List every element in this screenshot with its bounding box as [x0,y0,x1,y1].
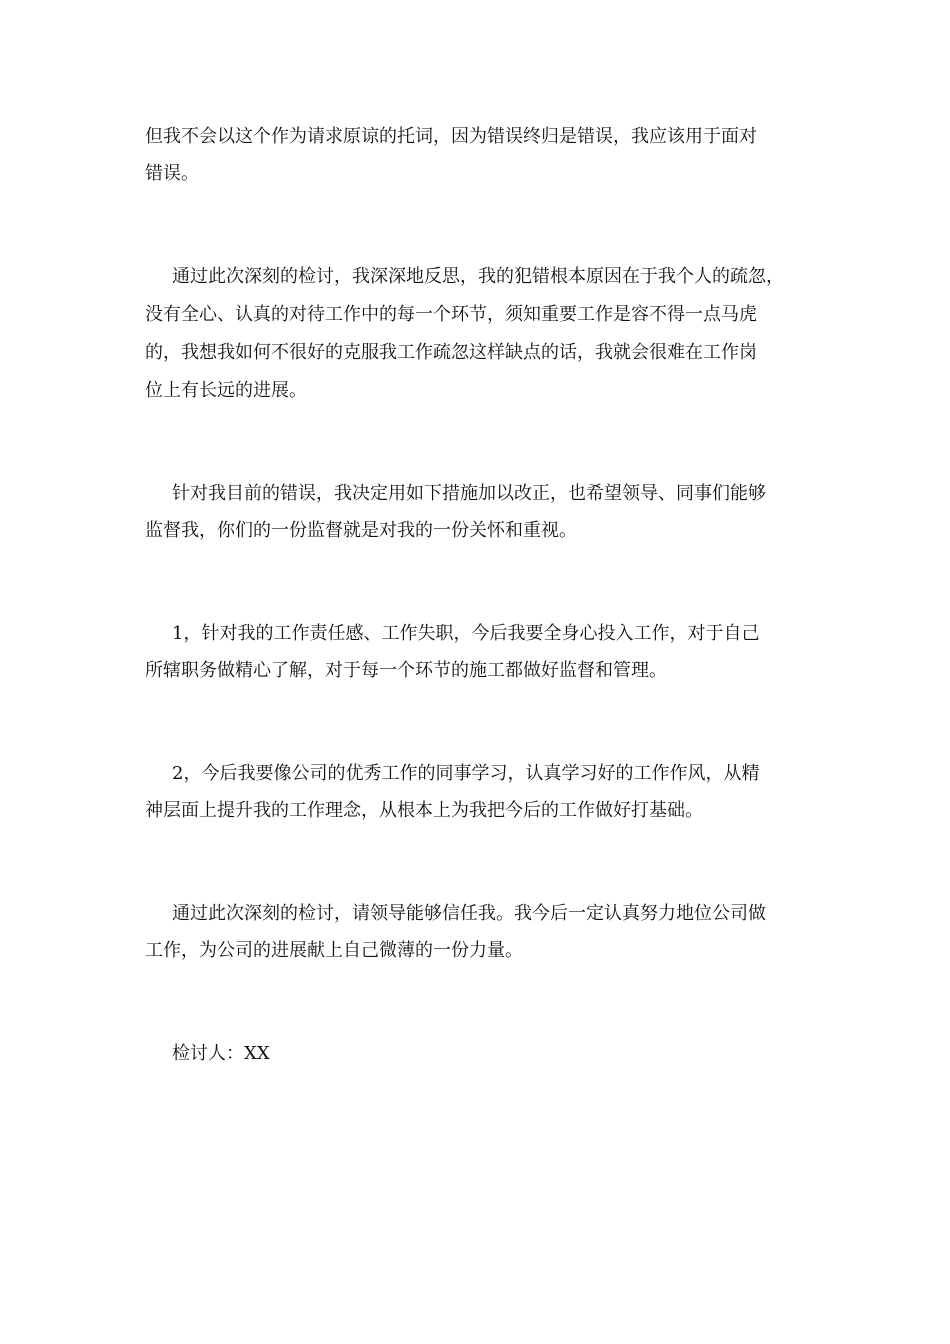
paragraph-line: 通过此次深刻的检讨，请领导能够信任我。我今后一定认真努力地位公司做 [172,903,766,924]
paragraph-line: 位上有长远的进展。 [145,380,307,401]
signature: 检讨人：XX [172,1043,270,1064]
paragraph-line: 1，针对我的工作责任感、工作失职，今后我要全身心投入工作，对于自己 [172,623,760,644]
paragraph-line: 2，今后我要像公司的优秀工作的同事学习，认真学习好的工作作风，从精 [172,763,760,784]
paragraph-line: 工作，为公司的进展献上自己微薄的一份力量。 [145,940,523,961]
paragraph-line: 错误。 [145,163,199,184]
paragraph-line: 针对我目前的错误，我决定用如下措施加以改正，也希望领导、同事们能够 [172,483,766,504]
paragraph-line: 没有全心、认真的对待工作中的每一个环节，须知重要工作是容不得一点马虎 [145,304,757,325]
paragraph-line: 监督我，你们的一份监督就是对我的一份关怀和重视。 [145,520,577,541]
paragraph-line: 所辖职务做精心了解，对于每一个环节的施工都做好监督和管理。 [145,660,667,681]
paragraph-line: 通过此次深刻的检讨，我深深地反思，我的犯错根本原因在于我个人的疏忽， [172,266,784,287]
paragraph-line: 但我不会以这个作为请求原谅的托词，因为错误终归是错误，我应该用于面对 [145,126,757,147]
paragraph-line: 神层面上提升我的工作理念，从根本上为我把今后的工作做好打基础。 [145,800,703,821]
paragraph-line: 的，我想我如何不很好的克服我工作疏忽这样缺点的话，我就会很难在工作岗 [145,342,757,363]
